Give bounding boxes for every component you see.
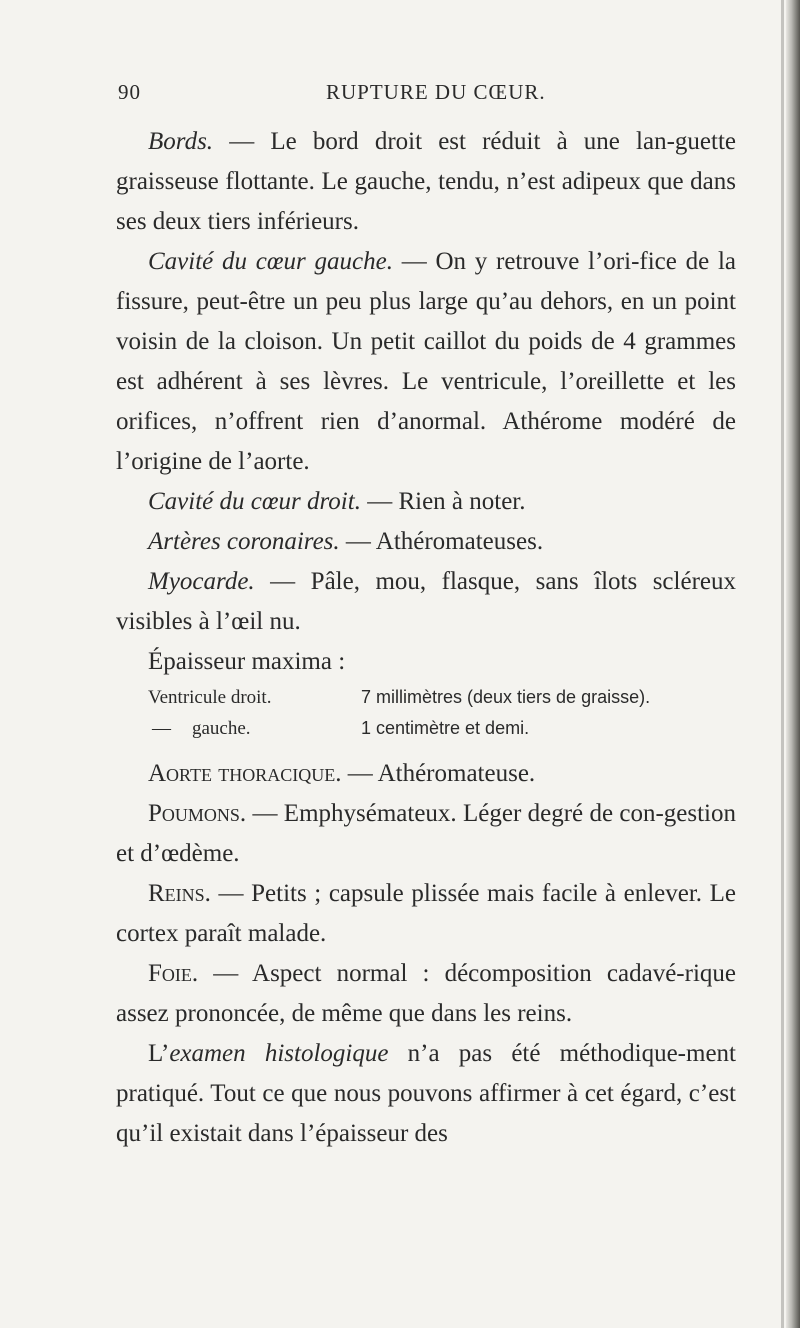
- page-number: 90: [118, 80, 141, 104]
- text-arteres: — Athéromateuses.: [339, 528, 544, 555]
- label-cavite-droit: Cavité du cœur droit.: [148, 488, 361, 515]
- row1-label: Ventricule droit.: [148, 687, 272, 708]
- label-myocarde: Myocarde.: [148, 568, 255, 595]
- label-examen: examen histologique: [169, 1040, 389, 1067]
- thickness-table: [116, 682, 736, 744]
- table-row: [116, 713, 736, 744]
- text-reins: — Petits ; capsule plissée mais facile à enlever. Le cortex paraît malade.: [116, 880, 736, 947]
- text-poumons: — Emphysémateux. Léger degré de con-gestion et d’œdème.: [116, 800, 736, 867]
- label-foie: Foie.: [148, 960, 199, 987]
- row2-dash: —: [152, 718, 171, 739]
- label-bords: Bords.: [148, 128, 214, 155]
- row1-value: 7 millimètres (deux tiers de graisse).: [361, 687, 651, 707]
- label-poumons: Poumons.: [148, 800, 247, 827]
- page-header: [118, 80, 718, 110]
- text-aorte: — Athéromateuse.: [341, 760, 536, 787]
- paragraph-foie: [116, 954, 736, 1034]
- paragraph-cavite-gauche: [116, 242, 736, 482]
- text-myocarde: — Pâle, mou, flasque, sans îlots scléreux visibles à l’œil nu.: [116, 568, 736, 635]
- row2-label: gauche.: [192, 718, 251, 739]
- text-cavite-droit: — Rien à noter.: [360, 488, 526, 515]
- text-bords: — Le bord droit est réduit à une lan-guette graisseuse flottante. Le gauche, tendu, n’est adipeux que dans ses deux tiers inférieurs.: [116, 128, 736, 235]
- paragraph-poumons: [116, 794, 736, 874]
- text-cavite-gauche: — On y retrouve l’ori-fice de la fissure, peut-être un peu plus large qu’au dehors, en un point voisin de la cloison. Un petit caillot du poids de 4 grammes est adhérent à ses lèvres. Le ventricule, l’oreillette et les orifices, n’offrent rien d’anormal. Athérome modéré de l’origine de l’aorte.: [116, 248, 737, 475]
- label-reins: Reins.: [148, 880, 211, 907]
- page-body: [116, 122, 736, 1154]
- paragraph-aorte: [116, 754, 736, 794]
- paragraph-myocarde: [116, 562, 736, 642]
- text-foie: — Aspect normal : décomposition cadavé-rique assez prononcée, de même que dans les reins.: [116, 960, 736, 1027]
- table-row: [116, 682, 736, 713]
- spacer: [116, 744, 736, 754]
- label-aorte: Aorte thoracique.: [148, 760, 342, 787]
- paragraph-reins: [116, 874, 736, 954]
- paragraph-cavite-droit: [116, 482, 736, 522]
- row2-value: 1 centimètre et demi.: [361, 718, 530, 738]
- running-title: RUPTURE DU CŒUR.: [326, 80, 546, 104]
- prefix-examen: L’: [148, 1040, 170, 1067]
- paragraph-bords: [116, 122, 736, 242]
- paragraph-arteres: [116, 522, 736, 562]
- text-examen: n’a pas été méthodique-ment pratiqué. Tout ce que nous pouvons affirmer à cet égard, c’est qu’il existait dans l’épaisseur des: [116, 1040, 736, 1147]
- label-cavite-gauche: Cavité du cœur gauche.: [148, 248, 393, 275]
- page-edge-line: [781, 0, 784, 1328]
- paragraph-epaisseur: Épaisseur maxima :: [148, 648, 346, 675]
- label-arteres: Artères coronaires.: [148, 528, 340, 555]
- page-edge-shadow: [786, 0, 800, 1328]
- paragraph-examen: [116, 1034, 736, 1154]
